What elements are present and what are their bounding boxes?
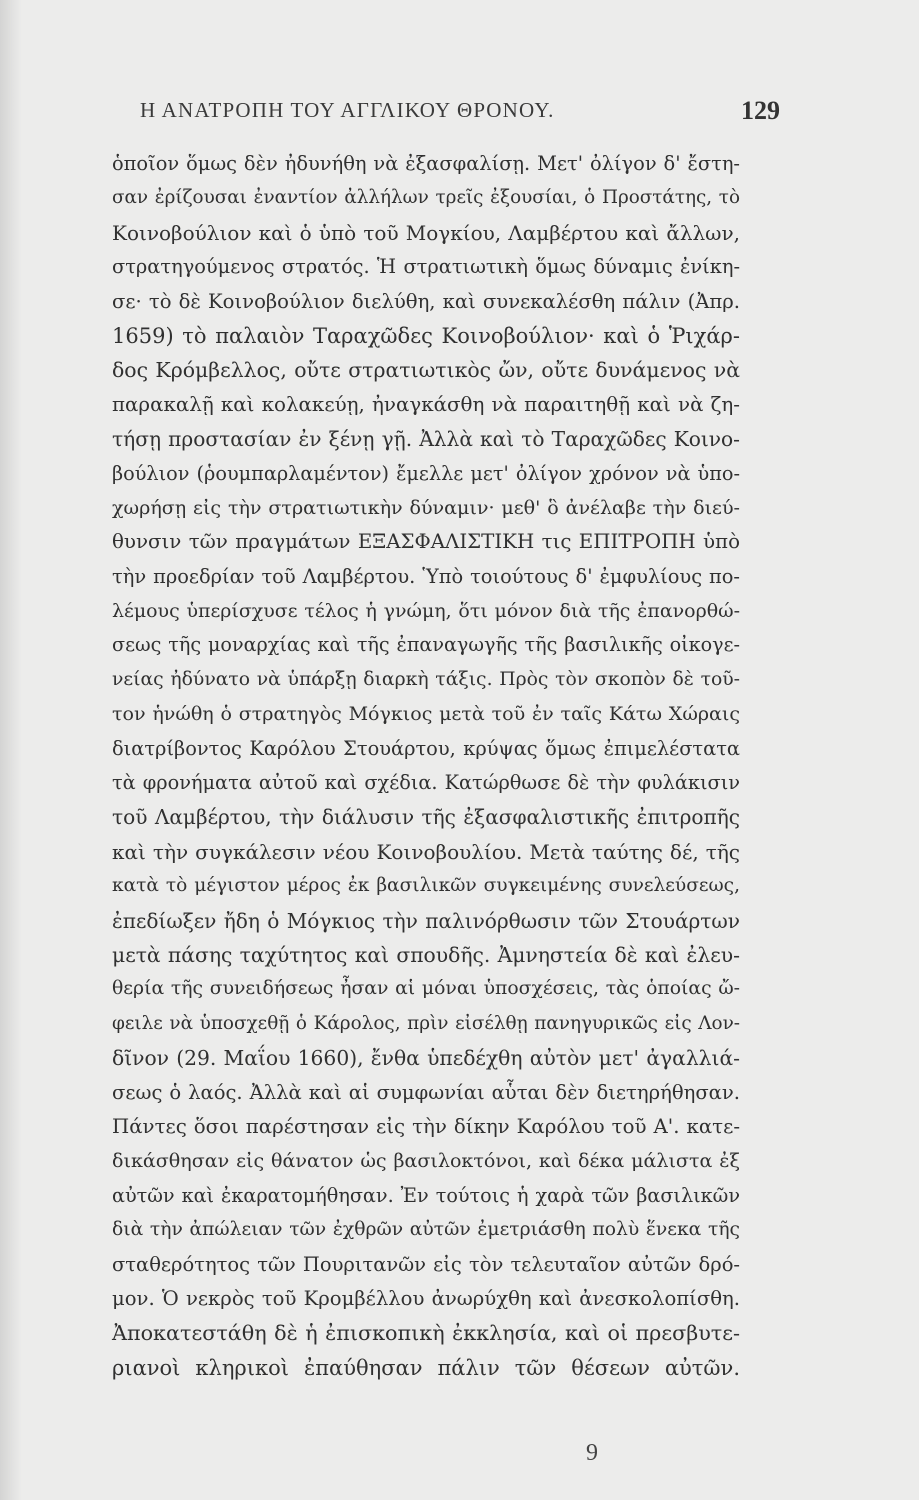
text-line: ὁποῖον ὅμως δὲν ἠδυνήθη νὰ ἐξασφαλίσῃ. Μετ' ὀλίγον δ' ἔστη- [112, 152, 740, 175]
text-line: τον ἡνώθη ὁ στρατηγὸς Μόγκιος μετὰ τοῦ ἐν ταῖς Κάτω Χώραις [112, 703, 740, 726]
text-line: τήσῃ προστασίαν ἐν ξένῃ γῇ. Ἀλλὰ καὶ τὸ Ταραχῶδες Κοινο- [112, 427, 740, 452]
text-line: σεως ὁ λαός. Ἀλλὰ καὶ αἱ συμφωνίαι αὗται δὲν διετηρήθησαν. [112, 1080, 740, 1104]
text-line: μον. Ὁ νεκρὸς τοῦ Κρομβέλλου ἀνωρύχθη καὶ ἀνεσκολοπίσθη. [112, 1286, 740, 1310]
running-title: Η ΑΝΑΤΡΟΠΗ ΤΟΥ ΑΓΓΛΙΚΟΥ ΘΡΟΝΟΥ. [140, 98, 555, 122]
text-line: Ἀποκατεστάθη δὲ ἡ ἐπισκοπικὴ ἐκκλησία, καὶ οἱ πρεσβυτε- [112, 1321, 740, 1346]
text-line: σεως τῆς μοναρχίας καὶ τῆς ἐπαναγωγῆς τῆς βασιλικῆς οἰκογε- [112, 633, 740, 657]
text-line: σε· τὸ δὲ Κοινοβούλιον διελύθη, καὶ συνεκαλέσθη πάλιν (Ἀπρ. [112, 289, 740, 313]
text-line: καὶ τὴν συγκάλεσιν νέου Κοινοβουλίου. Μετὰ ταύτης δέ, τῆς [112, 839, 740, 864]
text-line: σαν ἐρίζουσαι ἐναντίον ἀλλήλων τρεῖς ἐξουσίαι, ὁ Προστάτης, τὸ [112, 187, 740, 209]
text-line: τοῦ Λαμβέρτου, τὴν διάλυσιν τῆς ἐξασφαλιστικῆς ἐπιτροπῆς [112, 805, 740, 830]
signature-mark: 9 [586, 1440, 598, 1466]
body-text [112, 147, 740, 1385]
text-line: τὴν προεδρίαν τοῦ Λαμβέρτου. Ὑπὸ τοιούτους δ' ἐμφυλίους πο- [112, 564, 740, 588]
text-line: διὰ τὴν ἀπώλειαν τῶν ἐχθρῶν αὐτῶν ἐμετριάσθη πολὺ ἕνεκα τῆς [112, 1219, 740, 1241]
text-line: δῖνον (29. Μαΐου 1660), ἔνθα ὑπεδέχθη αὐτὸν μετ' ἀγαλλιά- [112, 1046, 740, 1071]
text-line: θυνσιν τῶν πραγμάτων ΕΞΑΣΦΑΛΙΣΤΙΚΗ τις ΕΠΙΤΡΟΠΗ ὑπὸ [112, 530, 740, 554]
text-line: 1659) τὸ παλαιὸν Ταραχῶδες Κοινοβούλιον· καὶ ὁ Ῥιχάρ- [112, 323, 740, 348]
text-line: τὰ φρονήματα αὐτοῦ καὶ σχέδια. Κατώρθωσε δὲ τὴν φυλάκισιν [112, 771, 740, 795]
text-line: αὐτῶν καὶ ἐκαρατομήθησαν. Ἐν τούτοις ἡ χαρὰ τῶν βασιλικῶν [112, 1183, 740, 1207]
text-line: Πάντες ὅσοι παρέστησαν εἰς τὴν δίκην Καρόλου τοῦ Α'. κατε- [112, 1114, 740, 1138]
text-line: χωρήσῃ εἰς τὴν στρατιωτικὴν δύναμιν· μεθ' ὃ ἀνέλαβε τὴν διεύ- [112, 496, 740, 519]
text-line: λέμους ὑπερίσχυσε τέλος ἡ γνώμη, ὅτι μόνον διὰ τῆς ἐπανορθώ- [112, 600, 740, 623]
text-line: δικάσθησαν εἰς θάνατον ὡς βασιλοκτόνοι, καὶ δέκα μάλιστα ἐξ [112, 1150, 740, 1173]
text-line: φειλε νὰ ὑποσχεθῇ ὁ Κάρολος, πρὶν εἰσέλθῃ πανηγυρικῶς εἰς Λον- [112, 1012, 740, 1034]
text-line: σταθερότητος τῶν Πουριτανῶν εἰς τὸν τελευταῖον αὐτῶν δρό- [112, 1252, 740, 1276]
text-line: μετὰ πάσης ταχύτητος καὶ σπουδῆς. Ἀμνηστεία δὲ καὶ ἐλευ- [112, 942, 740, 967]
text-line: κατὰ τὸ μέγιστον μέρος ἐκ βασιλικῶν συγκειμένης συνελεύσεως, [112, 875, 740, 897]
page-number: 129 [741, 96, 780, 125]
text-line: στρατηγούμενος στρατός. Ἡ στρατιωτικὴ ὅμως δύναμις ἐνίκη- [112, 255, 740, 279]
text-line: δος Κρόμβελλος, οὔτε στρατιωτικὸς ὤν, οὔτε δυνάμενος νὰ [112, 358, 740, 383]
text-line: θερία τῆς συνειδήσεως ἦσαν αἱ μόναι ὑποσχέσεις, τὰς ὁποίας ὤ- [112, 978, 740, 1000]
text-line: νείας ἠδύνατο νὰ ὑπάρξῃ διαρκὴ τάξις. Πρὸς τὸν σκοπὸν δὲ τοῦ- [112, 668, 740, 690]
text-line: ἐπεδίωξεν ἤδη ὁ Μόγκιος τὴν παλινόρθωσιν τῶν Στουάρτων [112, 908, 740, 933]
text-line: Κοινοβούλιον καὶ ὁ ὑπὸ τοῦ Μογκίου, Λαμβέρτου καὶ ἄλλων, [112, 220, 740, 245]
text-line: ριανοὶ κληρικοὶ ἐπαύθησαν πάλιν τῶν θέσεων αὐτῶν. [112, 1355, 740, 1380]
text-line: βούλιον (ῥουμπαρλαμέντον) ἔμελλε μετ' ὀλίγον χρόνον νὰ ὑπο- [112, 461, 740, 485]
text-line: παρακαλῇ καὶ κολακεύῃ, ἠναγκάσθη νὰ παραιτηθῇ καὶ νὰ ζη- [112, 392, 740, 416]
running-head [140, 96, 780, 132]
text-line: διατρίβοντος Καρόλου Στουάρτου, κρύψας ὅμως ἐπιμελέστατα [112, 736, 740, 760]
